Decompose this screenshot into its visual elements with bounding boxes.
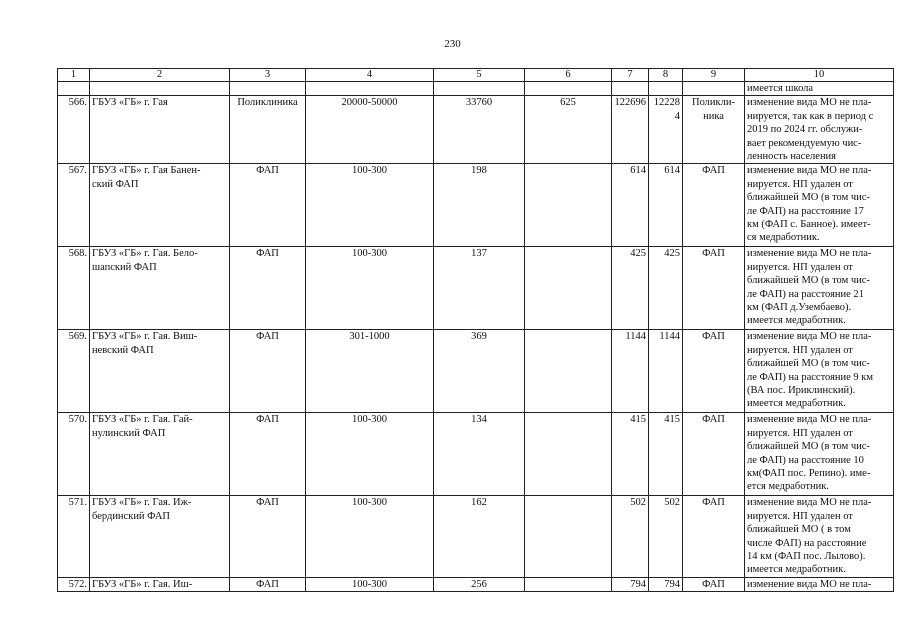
header-row	[58, 69, 894, 82]
table-row	[58, 413, 894, 496]
column-header: 8	[649, 69, 683, 82]
column-header: 6	[525, 69, 612, 82]
facility-type: ФАП	[230, 330, 306, 413]
row-number: 567.	[58, 164, 90, 247]
organization-name: ГБУЗ «ГБ» г. Гая. Гай- нулинский ФАП	[90, 413, 230, 496]
facility-type: ФАП	[230, 247, 306, 330]
value-col7: 1144	[612, 330, 649, 413]
value-col5: 198	[434, 164, 525, 247]
value-col6	[525, 247, 612, 330]
facility-type: Поликлиника	[230, 96, 306, 164]
facility-type: ФАП	[230, 577, 306, 591]
table-row	[58, 96, 894, 164]
value-col8: 415	[649, 413, 683, 496]
recommended-type: ФАП	[683, 496, 745, 577]
organization-name: ГБУЗ «ГБ» г. Гая. Иш-	[90, 577, 230, 591]
population-range: 20000-50000	[306, 96, 434, 164]
recommended-type: ФАП	[683, 247, 745, 330]
continuation-row	[58, 82, 894, 96]
facility-type: ФАП	[230, 496, 306, 577]
value-col8: 12228 4	[649, 96, 683, 164]
value-col6	[525, 164, 612, 247]
value-col7: 614	[612, 164, 649, 247]
recommended-type: ФАП	[683, 577, 745, 591]
value-col8: 502	[649, 496, 683, 577]
column-header: 7	[612, 69, 649, 82]
table-row	[58, 496, 894, 577]
table-row	[58, 330, 894, 413]
value-col5: 162	[434, 496, 525, 577]
note-text: изменение вида МО не пла- нируется. НП удален от ближайшей МО (в том чис- ле ФАП) на расстояние 21 км (ФАП д.Узембаево). имеется медработник.	[745, 247, 894, 330]
column-header: 1	[58, 69, 90, 82]
population-range: 100-300	[306, 247, 434, 330]
organization-name: ГБУЗ «ГБ» г. Гая. Виш- невский ФАП	[90, 330, 230, 413]
value-col8: 1144	[649, 330, 683, 413]
recommended-type: ФАП	[683, 164, 745, 247]
value-col7: 502	[612, 496, 649, 577]
value-col6	[525, 577, 612, 591]
row-number: 566.	[58, 96, 90, 164]
organization-name: ГБУЗ «ГБ» г. Гая. Бело- шапский ФАП	[90, 247, 230, 330]
table-row	[58, 164, 894, 247]
value-col7: 122696	[612, 96, 649, 164]
recommended-type: Поликли- ника	[683, 96, 745, 164]
population-range: 100-300	[306, 577, 434, 591]
note-text: изменение вида МО не пла- нируется. НП удален от ближайшей МО ( в том числе ФАП) на расстояние 14 км (ФАП пос. Лылово). имеется медработник.	[745, 496, 894, 577]
value-col7: 415	[612, 413, 649, 496]
row-number: 572.	[58, 577, 90, 591]
organization-name: ГБУЗ «ГБ» г. Гая	[90, 96, 230, 164]
value-col6	[525, 496, 612, 577]
note-text: изменение вида МО не пла- нируется. НП удален от ближайшей МО (в том чис- ле ФАП) на расстояние 10 км(ФАП пос. Репино). име- ется медработник.	[745, 413, 894, 496]
page-number: 230	[444, 38, 461, 50]
organization-name: ГБУЗ «ГБ» г. Гая. Иж- бердинский ФАП	[90, 496, 230, 577]
column-header: 3	[230, 69, 306, 82]
value-col8: 614	[649, 164, 683, 247]
value-col8: 425	[649, 247, 683, 330]
row-number: 571.	[58, 496, 90, 577]
value-col7: 425	[612, 247, 649, 330]
value-col5: 137	[434, 247, 525, 330]
continuation-note: имеется школа	[745, 82, 894, 96]
row-number: 568.	[58, 247, 90, 330]
facility-type: ФАП	[230, 164, 306, 247]
row-number: 570.	[58, 413, 90, 496]
facility-type: ФАП	[230, 413, 306, 496]
data-table	[57, 68, 894, 592]
value-col5: 256	[434, 577, 525, 591]
column-header: 4	[306, 69, 434, 82]
population-range: 100-300	[306, 413, 434, 496]
value-col5: 33760	[434, 96, 525, 164]
population-range: 301-1000	[306, 330, 434, 413]
column-header: 10	[745, 69, 894, 82]
recommended-type: ФАП	[683, 413, 745, 496]
value-col6	[525, 413, 612, 496]
population-range: 100-300	[306, 496, 434, 577]
note-text: изменение вида МО не пла- нируется. НП удален от ближайшей МО (в том чис- ле ФАП) на расстояние 17 км (ФАП с. Банное). имеет- ся медработник.	[745, 164, 894, 247]
note-text: изменение вида МО не пла- нируется, так как в период с 2019 по 2024 гг. обслужи- вает рекомендуемую чис- ленность населения	[745, 96, 894, 164]
organization-name: ГБУЗ «ГБ» г. Гая Банен- ский ФАП	[90, 164, 230, 247]
note-text: изменение вида МО не пла- нируется. НП удален от ближайшей МО (в том чис- ле ФАП) на расстояние 9 км (ВА пос. Ириклинский). имеется медработник.	[745, 330, 894, 413]
value-col7: 794	[612, 577, 649, 591]
value-col5: 369	[434, 330, 525, 413]
row-number: 569.	[58, 330, 90, 413]
column-header: 5	[434, 69, 525, 82]
value-col8: 794	[649, 577, 683, 591]
table-row	[58, 247, 894, 330]
column-header: 2	[90, 69, 230, 82]
note-text: изменение вида МО не пла-	[745, 577, 894, 591]
population-range: 100-300	[306, 164, 434, 247]
recommended-type: ФАП	[683, 330, 745, 413]
column-header: 9	[683, 69, 745, 82]
value-col5: 134	[434, 413, 525, 496]
value-col6	[525, 330, 612, 413]
table-row	[58, 577, 894, 591]
value-col6: 625	[525, 96, 612, 164]
